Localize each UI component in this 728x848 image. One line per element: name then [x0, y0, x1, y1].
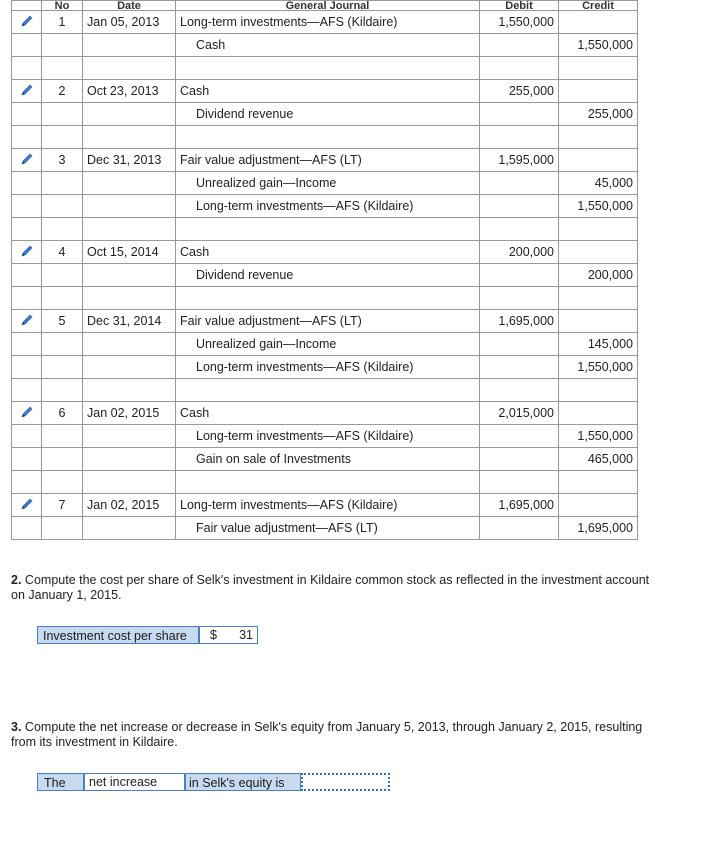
entry-no: [42, 34, 83, 57]
journal-row: [12, 517, 638, 540]
currency-symbol: $: [210, 628, 217, 642]
entry-date: [83, 172, 176, 195]
header-no: No: [42, 1, 83, 11]
edit-cell: [12, 218, 42, 241]
journal-row: [12, 241, 638, 264]
edit-pencil-icon[interactable]: [20, 83, 34, 100]
journal-blank-row: [12, 57, 638, 80]
edit-cell[interactable]: [12, 310, 42, 333]
credit-cell: [559, 310, 638, 333]
edit-cell: [12, 448, 42, 471]
entry-date: [83, 379, 176, 402]
journal-row: [12, 195, 638, 218]
entry-date: [83, 57, 176, 80]
credit-cell: 465,000: [559, 448, 638, 471]
question-3: [11, 720, 651, 750]
entry-date: Dec 31, 2014: [83, 310, 176, 333]
journal-row: [12, 149, 638, 172]
edit-cell: [12, 264, 42, 287]
entry-date: [83, 517, 176, 540]
debit-cell: 200,000: [480, 241, 559, 264]
entry-no: [42, 356, 83, 379]
edit-cell: [12, 379, 42, 402]
entry-no: 5: [42, 310, 83, 333]
journal-header-row: [12, 1, 638, 11]
account-cell: Cash: [176, 241, 480, 264]
edit-pencil-icon[interactable]: [20, 152, 34, 169]
question-3-number: 3.: [11, 720, 22, 734]
credit-cell: [559, 11, 638, 34]
account-cell: Cash: [176, 80, 480, 103]
entry-date: Jan 02, 2015: [83, 402, 176, 425]
account-cell: Gain on sale of Investments: [176, 448, 480, 471]
journal-blank-row: [12, 379, 638, 402]
entry-no: 6: [42, 402, 83, 425]
entry-no: [42, 103, 83, 126]
entry-no: [42, 126, 83, 149]
account-cell: Long-term investments—AFS (Kildaire): [176, 11, 480, 34]
debit-cell: [480, 126, 559, 149]
entry-no: 2: [42, 80, 83, 103]
equity-prefix-label: The: [37, 773, 84, 791]
entry-no: [42, 218, 83, 241]
header-date: Date: [83, 1, 176, 11]
edit-pencil-icon[interactable]: [20, 405, 34, 422]
journal-row: [12, 172, 638, 195]
credit-cell: [559, 287, 638, 310]
entry-date: [83, 287, 176, 310]
entry-no: [42, 172, 83, 195]
entry-no: [42, 448, 83, 471]
entry-date: [83, 34, 176, 57]
account-cell: Unrealized gain—Income: [176, 333, 480, 356]
entry-date: [83, 425, 176, 448]
edit-cell: [12, 195, 42, 218]
entry-date: [83, 333, 176, 356]
debit-cell: [480, 517, 559, 540]
investment-cost-label: Investment cost per share: [37, 626, 199, 644]
journal-row: [12, 448, 638, 471]
edit-cell: [12, 103, 42, 126]
debit-cell: [480, 57, 559, 80]
account-cell: [176, 379, 480, 402]
credit-cell: 255,000: [559, 103, 638, 126]
credit-cell: 1,550,000: [559, 34, 638, 57]
entry-date: [83, 264, 176, 287]
journal-row: [12, 333, 638, 356]
edit-pencil-icon[interactable]: [20, 497, 34, 514]
debit-cell: 1,695,000: [480, 494, 559, 517]
question-2: [11, 573, 651, 603]
entry-date: Jan 02, 2015: [83, 494, 176, 517]
edit-cell: [12, 471, 42, 494]
entry-no: 7: [42, 494, 83, 517]
debit-cell: 1,550,000: [480, 11, 559, 34]
entry-no: [42, 287, 83, 310]
equity-amount-input[interactable]: [301, 773, 390, 791]
debit-cell: [480, 356, 559, 379]
edit-pencil-icon[interactable]: [20, 313, 34, 330]
edit-cell: [12, 57, 42, 80]
debit-cell: [480, 448, 559, 471]
credit-cell: 145,000: [559, 333, 638, 356]
debit-cell: [480, 218, 559, 241]
edit-cell[interactable]: [12, 149, 42, 172]
credit-cell: 1,550,000: [559, 425, 638, 448]
entry-no: [42, 333, 83, 356]
edit-cell: [12, 356, 42, 379]
entry-date: Jan 05, 2013: [83, 11, 176, 34]
entry-date: [83, 218, 176, 241]
debit-cell: [480, 264, 559, 287]
entry-date: [83, 126, 176, 149]
credit-cell: [559, 149, 638, 172]
entry-no: [42, 471, 83, 494]
account-cell: [176, 218, 480, 241]
account-cell: Unrealized gain—Income: [176, 172, 480, 195]
edit-cell: [12, 517, 42, 540]
journal-row: [12, 402, 638, 425]
header-edit: [12, 1, 42, 11]
account-cell: Cash: [176, 34, 480, 57]
entry-date: [83, 103, 176, 126]
edit-cell: [12, 172, 42, 195]
edit-cell[interactable]: [12, 402, 42, 425]
entry-date: Oct 23, 2013: [83, 80, 176, 103]
entry-date: Oct 15, 2014: [83, 241, 176, 264]
journal-row: [12, 11, 638, 34]
account-cell: Long-term investments—AFS (Kildaire): [176, 195, 480, 218]
credit-cell: [559, 218, 638, 241]
entry-no: 4: [42, 241, 83, 264]
question-2-text: Compute the cost per share of Selk's investment in Kildaire common stock as reflected in the investment account on January 1, 2015.: [11, 573, 650, 602]
credit-cell: [559, 379, 638, 402]
journal-row: [12, 356, 638, 379]
edit-cell: [12, 333, 42, 356]
debit-cell: [480, 425, 559, 448]
journal-blank-row: [12, 471, 638, 494]
debit-cell: 1,695,000: [480, 310, 559, 333]
account-cell: Long-term investments—AFS (Kildaire): [176, 425, 480, 448]
debit-cell: [480, 287, 559, 310]
account-cell: [176, 471, 480, 494]
debit-cell: 1,595,000: [480, 149, 559, 172]
entry-no: [42, 517, 83, 540]
entry-date: Dec 31, 2013: [83, 149, 176, 172]
credit-cell: 45,000: [559, 172, 638, 195]
edit-cell: [12, 34, 42, 57]
credit-cell: 1,550,000: [559, 356, 638, 379]
investment-cost-value: 31: [239, 628, 253, 642]
account-cell: Fair value adjustment—AFS (LT): [176, 517, 480, 540]
entry-no: [42, 57, 83, 80]
entry-no: [42, 379, 83, 402]
credit-cell: [559, 126, 638, 149]
header-account: General Journal: [176, 1, 480, 11]
equity-suffix-label: in Selk's equity is: [185, 773, 301, 791]
general-journal-table: [11, 0, 638, 540]
journal-blank-row: [12, 287, 638, 310]
edit-cell[interactable]: [12, 80, 42, 103]
journal-row: [12, 310, 638, 333]
entry-no: 1: [42, 11, 83, 34]
question-3-text: Compute the net increase or decrease in Selk's equity from January 5, 2013, through January 2, 2015, resulting from its investment in Kildaire.: [11, 720, 643, 749]
account-cell: Long-term investments—AFS (Kildaire): [176, 494, 480, 517]
debit-cell: 255,000: [480, 80, 559, 103]
entry-date: [83, 471, 176, 494]
journal-blank-row: [12, 218, 638, 241]
header-debit: Debit: [480, 1, 559, 11]
credit-cell: [559, 494, 638, 517]
account-cell: Fair value adjustment—AFS (LT): [176, 310, 480, 333]
credit-cell: 1,695,000: [559, 517, 638, 540]
edit-cell: [12, 126, 42, 149]
journal-row: [12, 34, 638, 57]
entry-no: 3: [42, 149, 83, 172]
edit-cell[interactable]: [12, 494, 42, 517]
debit-cell: [480, 333, 559, 356]
account-cell: Cash: [176, 402, 480, 425]
journal-blank-row: [12, 126, 638, 149]
entry-date: [83, 356, 176, 379]
credit-cell: [559, 241, 638, 264]
debit-cell: 2,015,000: [480, 402, 559, 425]
edit-cell: [12, 425, 42, 448]
edit-cell[interactable]: [12, 241, 42, 264]
entry-date: [83, 448, 176, 471]
credit-cell: [559, 402, 638, 425]
edit-cell: [12, 287, 42, 310]
debit-cell: [480, 195, 559, 218]
debit-cell: [480, 471, 559, 494]
credit-cell: [559, 471, 638, 494]
account-cell: [176, 126, 480, 149]
journal-row: [12, 425, 638, 448]
entry-date: [83, 195, 176, 218]
edit-pencil-icon[interactable]: [20, 244, 34, 261]
edit-pencil-icon[interactable]: [20, 14, 34, 31]
debit-cell: [480, 379, 559, 402]
debit-cell: [480, 172, 559, 195]
investment-cost-input[interactable]: [199, 626, 258, 644]
credit-cell: [559, 80, 638, 103]
journal-row: [12, 264, 638, 287]
account-cell: [176, 57, 480, 80]
edit-cell[interactable]: [12, 11, 42, 34]
journal-row: [12, 494, 638, 517]
header-credit: Credit: [559, 1, 638, 11]
entry-no: [42, 264, 83, 287]
equity-change-select[interactable]: net increase: [84, 773, 185, 791]
journal-row: [12, 103, 638, 126]
credit-cell: [559, 57, 638, 80]
entry-no: [42, 425, 83, 448]
account-cell: Dividend revenue: [176, 103, 480, 126]
account-cell: Fair value adjustment—AFS (LT): [176, 149, 480, 172]
account-cell: Long-term investments—AFS (Kildaire): [176, 356, 480, 379]
account-cell: Dividend revenue: [176, 264, 480, 287]
journal-row: [12, 80, 638, 103]
account-cell: [176, 287, 480, 310]
entry-no: [42, 195, 83, 218]
credit-cell: 1,550,000: [559, 195, 638, 218]
debit-cell: [480, 34, 559, 57]
credit-cell: 200,000: [559, 264, 638, 287]
question-2-number: 2.: [11, 573, 22, 587]
debit-cell: [480, 103, 559, 126]
